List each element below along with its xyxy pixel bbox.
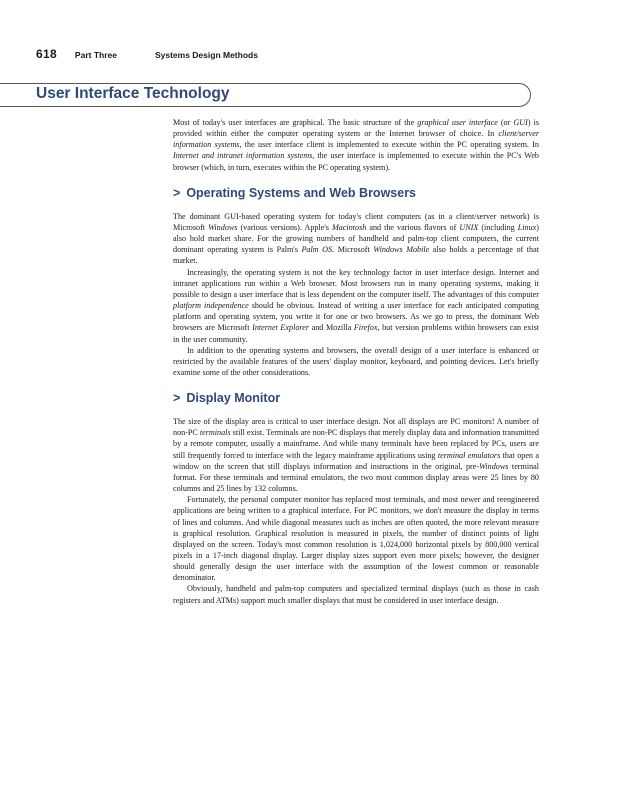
section-heading-display-monitor: > Display Monitor	[173, 391, 281, 406]
paragraph: The dominant GUI-based operating system for today's client computers (as in a client/server network) is Microsoft Windows (various versions). Apple's Macintosh and the various flavors of UNIX (including Linux) also hold market share. For the growing numbers of handheld and palm-top client computers, the current dominant operating system is Palm's Palm OS. Microsoft Windows Mobile also holds a percentage of that market.	[173, 211, 539, 266]
paragraph: Increasingly, the operating system is not the key technology factor in user interface design. Internet and intranet applications run within a Web browser. Most browsers run in many operating systems, making it possible to design a user interface that is less dependent on the computer itself. The advantages of this computer platform independence should be obvious. Instead of writing a user interface for each anticipated computing platform and operating system, you write it for one or two browsers. As we go to press, the dominant Web browsers are Microsoft Internet Explorer and Mozilla Firefox, but version problems within browsers can exist in the user community.	[173, 267, 539, 344]
intro-paragraph: Most of today's user interfaces are graphical. The basic structure of the graphical user interface (or GUI) is provided within either the computer operating system or the Internet browser of choice. In client/server information systems, the user interface client is implemented to execute within the PC operating system. In Internet and intranet information systems, the user interface is implemented to execute within the PC's Web browser (which, in turn, executes within the PC operating system).	[173, 118, 539, 172]
paragraph: Fortunately, the personal computer monitor has replaced most terminals, and most newer and reengineered applications are being written to a graphical interface. For PC monitors, we don't measure the display in terms of lines and columns. And while diagonal measures such as inches are often quoted, the more relevant measure is graphical resolution. Graphical resolution is measured in pixels, the number of distinct points of light displayed on the screen. Today's most common resolution is 1,024,000 horizontal pixels by 800,000 vertical pixels in a 17-inch diagonal display. Larger display sizes support even more pixels; however, the designer should generally design the user interface with the assumption of the lowest common or reasonable denominator.	[173, 495, 539, 583]
chapter-title: User Interface Technology	[36, 85, 230, 102]
running-head	[36, 47, 258, 61]
page-number: 618	[36, 47, 57, 61]
section-label: Systems Design Methods	[154, 50, 258, 60]
chevron-right-icon: >	[173, 391, 181, 406]
part-label: Part Three	[74, 50, 117, 60]
body-text	[173, 117, 539, 606]
chevron-right-icon: >	[173, 185, 181, 200]
paragraph: In addition to the operating systems and browsers, the overall design of a user interface is enhanced or restricted by the available features of the users' display monitor, keyboard, and pointing devices. Let's briefly examine some of the other considerations.	[173, 345, 539, 377]
paragraph: The size of the display area is critical to user interface design. Not all displays are PC monitors! A number of non-PC terminals still exist. Terminals are non-PC displays that merely display data and information transmitted by a remote computer, usually a mainframe. And while many terminals have been replaced by PCs, users are still frequently forced to interface with the legacy mainframe applications using terminal emulators that open a window on the screen that still displays information and instructions in the original, pre-Windows terminal format. For these terminals and terminal emulators, the two most common display areas were 25 lines by 80 columns and 25 lines by 132 columns.	[173, 417, 540, 494]
paragraph: Obviously, handheld and palm-top computers and specialized terminal displays (such as those in cash registers and ATMs) support much smaller displays that must be considered in user interface design.	[173, 584, 539, 605]
section-heading-operating-systems: > Operating Systems and Web Browsers	[173, 185, 417, 200]
